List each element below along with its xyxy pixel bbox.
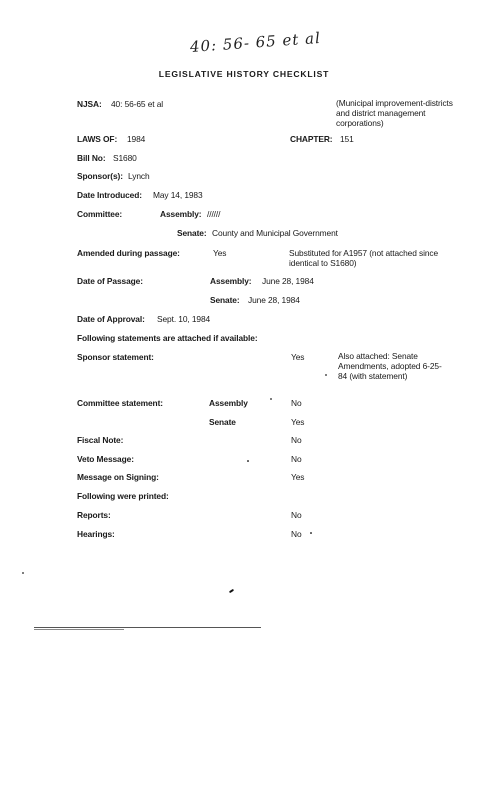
amended-label: Amended during passage:	[77, 248, 180, 258]
committee-label: Committee:	[77, 209, 123, 219]
sponsor-statement-note: Also attached: Senate Amendments, adopted 6-25-84 (with statement)	[338, 351, 442, 381]
njsa-value: 40: 56-65 et al	[111, 99, 164, 109]
sponsors-value: Lynch	[128, 171, 150, 181]
chapter-value: 151	[340, 134, 354, 144]
laws-of-label: LAWS OF:	[77, 134, 118, 144]
date-introduced-label: Date Introduced:	[77, 190, 142, 200]
laws-of-value: 1984	[127, 134, 146, 144]
committee-assembly-value: //////	[207, 209, 221, 219]
hearings-value: No	[291, 529, 302, 539]
scan-line	[34, 627, 261, 628]
bill-no-label: Bill No:	[77, 153, 106, 163]
passage-assembly-value: June 28, 1984	[262, 276, 314, 286]
committee-statement-label: Committee statement:	[77, 398, 163, 408]
date-of-approval-label: Date of Approval:	[77, 314, 145, 324]
bill-no-value: S1680	[113, 153, 137, 163]
scan-speck	[247, 460, 249, 462]
date-of-passage-label: Date of Passage:	[77, 276, 143, 286]
njsa-note: (Municipal improvement-districts and district management corporations)	[336, 98, 453, 128]
committee-statement-senate-value: Yes	[291, 417, 305, 427]
committee-statement-senate-label: Senate	[209, 417, 236, 427]
committee-statement-assembly-value: No	[291, 398, 302, 408]
veto-message-value: No	[291, 454, 302, 464]
scan-speck	[22, 572, 24, 574]
passage-assembly-label: Assembly:	[210, 276, 252, 286]
veto-message-label: Veto Message:	[77, 454, 134, 464]
committee-senate-value: County and Municipal Government	[212, 228, 338, 238]
committee-assembly-label: Assembly:	[160, 209, 202, 219]
reports-label: Reports:	[77, 510, 111, 520]
handwritten-note: 40: 56- 65 et al	[189, 28, 322, 56]
passage-senate-label: Senate:	[210, 295, 240, 305]
sponsor-statement-value: Yes	[291, 352, 305, 362]
message-on-signing-label: Message on Signing:	[77, 472, 159, 482]
reports-value: No	[291, 510, 302, 520]
scan-mark	[229, 589, 234, 594]
amended-value: Yes	[213, 248, 227, 258]
amended-note: Substituted for A1957 (not attached since identical to S1680)	[289, 248, 439, 268]
hearings-label: Hearings:	[77, 529, 115, 539]
scan-speck	[325, 374, 327, 376]
date-of-approval-value: Sept. 10, 1984	[157, 314, 211, 324]
scan-speck	[310, 532, 312, 534]
fiscal-note-value: No	[291, 435, 302, 445]
passage-senate-value: June 28, 1984	[248, 295, 300, 305]
committee-senate-label: Senate:	[177, 228, 207, 238]
sponsors-label: Sponsor(s):	[77, 171, 123, 181]
attached-heading: Following statements are attached if available:	[77, 333, 258, 343]
scan-line	[34, 629, 124, 630]
chapter-label: CHAPTER:	[290, 134, 333, 144]
sponsor-statement-label: Sponsor statement:	[77, 352, 154, 362]
message-on-signing-value: Yes	[291, 472, 305, 482]
fiscal-note-label: Fiscal Note:	[77, 435, 124, 445]
printed-heading: Following were printed:	[77, 491, 169, 501]
njsa-label: NJSA:	[77, 99, 102, 109]
page-title: LEGISLATIVE HISTORY CHECKLIST	[158, 69, 330, 79]
committee-statement-assembly-label: Assembly	[209, 398, 248, 408]
date-introduced-value: May 14, 1983	[153, 190, 203, 200]
scan-speck	[270, 398, 272, 400]
